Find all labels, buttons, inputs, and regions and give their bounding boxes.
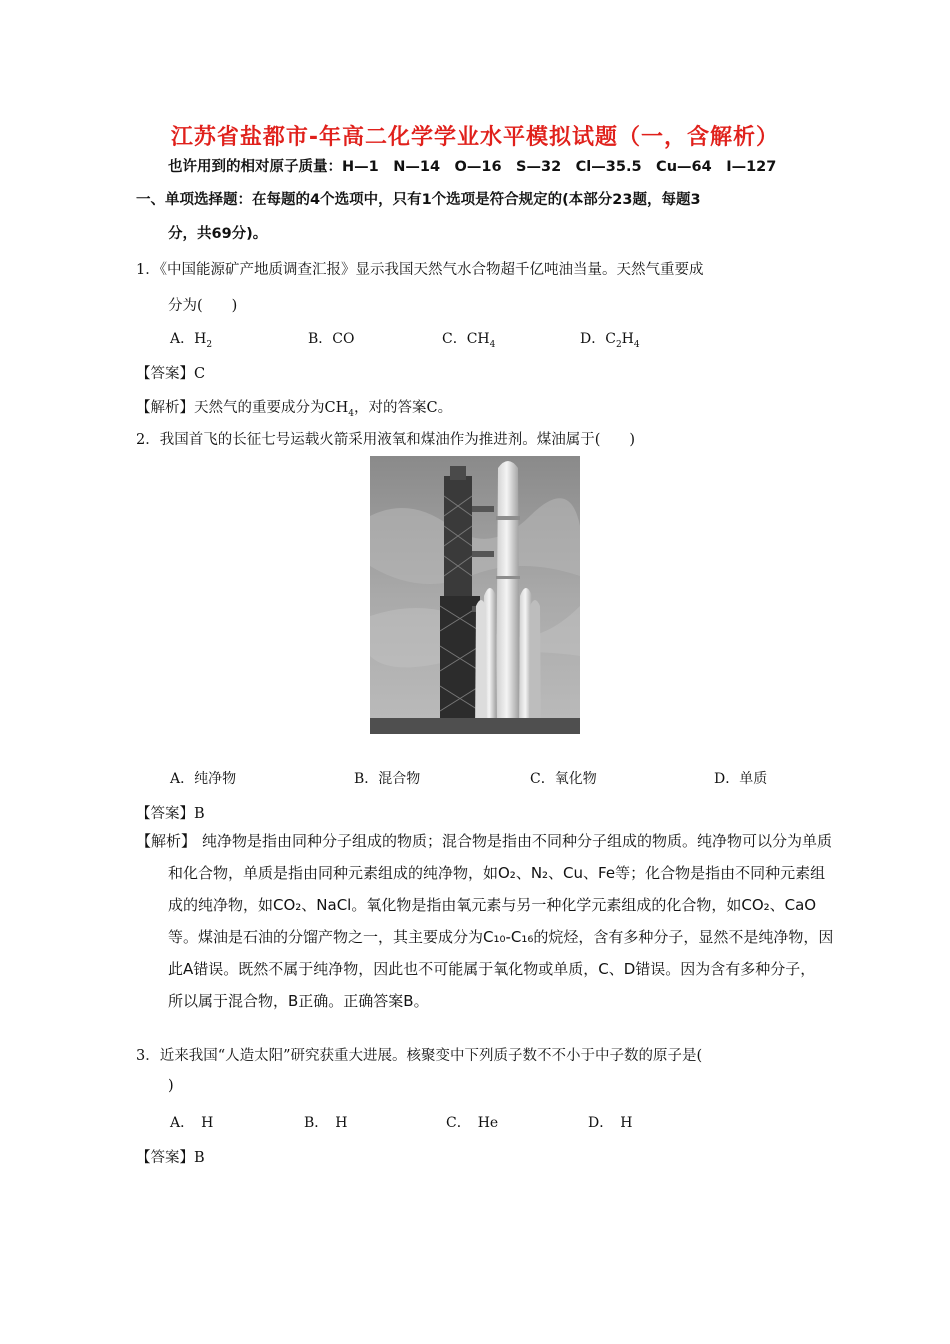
q2-analysis-line: 等。煤油是石油的分馏产物之一，其主要成分为C₁₀-C₁₆的烷烃，含有多种分子，显然不是纯净物，因 [168,928,834,946]
q2-analysis-line: 所以属于混合物，B正确。正确答案B。 [168,992,429,1010]
q3-option-b: B． H [304,1115,348,1131]
atomic-masses: 也许用到的相对原子质量：H—1 N—14 O—16 S—32 Cl—35.5 Cu—64 I—127 [168,159,777,175]
q2-stem: 2．我国首飞的长征七号运载火箭采用液氧和煤油作为推进剂。煤油属于( ) [136,432,636,448]
q2-analysis-line: 成的纯净物，如CO₂、NaCl。氧化物是指由氧元素与另一种化学元素组成的化合物，如CO₂、CaO [168,896,817,914]
q3-stem-line1: 3．近来我国“人造太阳”研究获重大进展。核聚变中下列质子数不不小于中子数的原子是( [136,1048,703,1064]
section-heading-line2: 分，共69分)。 [168,226,268,242]
q2-analysis-tag: 【解析】 [136,832,197,850]
page-title: 江苏省盐都市-年高二化学学业水平模拟试题（一，含解析） [170,125,780,150]
q2-option-c: C．氧化物 [530,771,597,787]
q3-option-c: C． He [446,1115,499,1131]
q1-stem-line2: 分为( ) [168,298,238,314]
q3-option-d: D． H [588,1115,633,1131]
q2-answer: 【答案】B [136,806,205,822]
q3-answer: 【答案】B [136,1150,205,1166]
q3-stem-line2: ) [168,1078,174,1094]
q2-option-b: B．混合物 [354,771,421,787]
q1-option-b: B．CO [308,331,355,347]
section-heading-line1: 一、单项选择题：在每题的4个选项中，只有1个选项是符合规定的(本部分23题，每题3 [136,192,701,208]
q2-option-d: D．单质 [714,771,768,787]
q1-stem-line1: 1．《中国能源矿产地质调查汇报》显示我国天然气水合物超千亿吨油当量。天然气重要成 [136,262,704,278]
q2-analysis-line: 和化合物，单质是指由同种元素组成的纯净物，如O₂、N₂、Cu、Fe等；化合物是指由不同种元素组 [168,864,826,882]
q1-answer: 【答案】C [136,366,206,382]
q1-option-a: A．$H_2$ [170,331,213,350]
rocket-photo [370,456,580,734]
q1-option-c: C．$CH_4$ [442,331,496,350]
q2-analysis-line: 此A错误。既然不属于纯净物，因此也不可能属于氧化物或单质，C、D错误。因为含有多种分子， [168,960,816,978]
q2-analysis-line: 纯净物是指由同种分子组成的物质；混合物是指由不同种分子组成的物质。纯净物可以分为单质 [202,832,833,850]
q1-analysis: 【解析】天然气的重要成分为$CH_4$，对的答案C。 [136,400,453,419]
q1-option-d: D．$C_2H_4$ [580,331,640,350]
q3-option-a: A． H [170,1115,214,1131]
q2-option-a: A．纯净物 [170,771,237,787]
